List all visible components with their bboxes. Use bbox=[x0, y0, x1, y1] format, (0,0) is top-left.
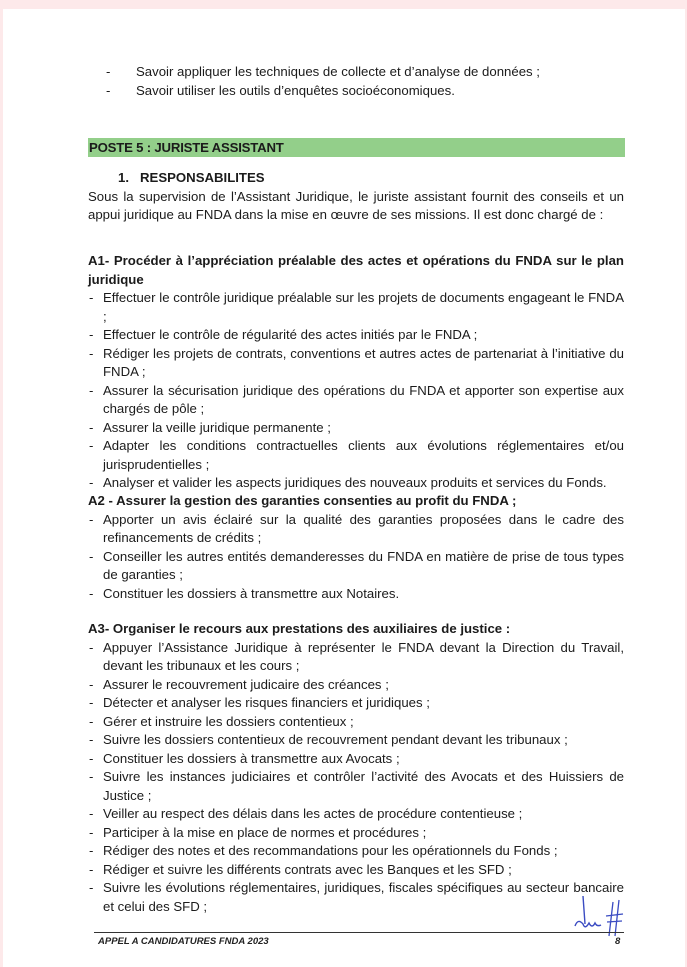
list-item bbox=[88, 824, 624, 843]
list-item bbox=[88, 548, 624, 585]
intro-paragraph: Sous la supervision de l’Assistant Juridique, le juriste assistant fournit des conseils et un appui juridique au FNDA dans la mise en œuvre de ses missions. Il est donc chargé de : bbox=[88, 188, 624, 222]
list-item-text: Détecter et analyser les risques financiers et juridiques ; bbox=[103, 695, 430, 710]
list-item-text: Rédiger des notes et des recommandations pour les opérationnels du Fonds ; bbox=[103, 843, 558, 858]
list-item-text: Veiller au respect des délais dans les actes de procédure contentieuse ; bbox=[103, 806, 523, 821]
bullet-dash: - bbox=[89, 806, 94, 821]
bullet-dash: - bbox=[89, 327, 94, 342]
list-item bbox=[88, 750, 624, 769]
bullet-dash: - bbox=[89, 843, 94, 858]
bullet-dash: - bbox=[89, 475, 94, 490]
bullet-dash: - bbox=[89, 419, 94, 435]
list-item bbox=[88, 768, 624, 805]
a2-list bbox=[88, 511, 624, 604]
bullet-dash: - bbox=[89, 639, 94, 655]
a2-section bbox=[88, 492, 624, 603]
list-item bbox=[88, 382, 624, 419]
list-item-text: Assurer la veille juridique permanente ; bbox=[103, 419, 331, 435]
list-item bbox=[88, 694, 624, 713]
list-item bbox=[88, 437, 624, 474]
list-item bbox=[88, 585, 624, 604]
list-item bbox=[88, 842, 624, 861]
list-item bbox=[88, 474, 624, 493]
document-page bbox=[3, 9, 685, 967]
a1-title: A1- Procéder à l’appréciation préalable des actes et opérations du FNDA sur le plan juridique bbox=[88, 253, 624, 287]
bullet-dash: - bbox=[89, 585, 94, 601]
bullet-dash: - bbox=[106, 82, 111, 98]
list-item-text: Rédiger les projets de contrats, conventions et autres actes de partenariat à l’initiative du FNDA ; bbox=[103, 345, 624, 379]
footer-divider bbox=[94, 932, 624, 933]
list-item-text: Suivre les dossiers contentieux de recouvrement pendant devant les tribunaux ; bbox=[103, 732, 568, 747]
bullet-dash: - bbox=[89, 769, 94, 784]
skills-list bbox=[104, 63, 624, 100]
a2-title: A2 - Assurer la gestion des garanties consenties au profit du FNDA ; bbox=[88, 493, 517, 508]
list-item-text: Assurer la sécurisation juridique des opérations du FNDA et apporter son expertise aux chargés de pôle ; bbox=[103, 382, 624, 416]
list-item bbox=[88, 713, 624, 732]
section-title-bar: POSTE 5 : JURISTE ASSISTANT bbox=[88, 138, 625, 157]
list-item bbox=[88, 879, 624, 916]
list-item-text: Apporter un avis éclairé sur la qualité des garanties proposées dans le cadre des refinancements de crédits ; bbox=[103, 511, 624, 545]
bullet-dash: - bbox=[89, 695, 94, 710]
list-item-text: Assurer le recouvrement judicaire des créances ; bbox=[103, 676, 389, 692]
bullet-dash: - bbox=[89, 732, 94, 747]
a3-list bbox=[88, 639, 624, 917]
heading-text: RESPONSABILITES bbox=[140, 170, 265, 185]
list-item bbox=[88, 676, 624, 695]
list-item-text: Suivre les instances judiciaires et contrôler l’activité des Avocats et des Huissiers de Justice ; bbox=[103, 769, 624, 803]
bullet-dash: - bbox=[89, 382, 94, 398]
bullet-dash: - bbox=[89, 511, 94, 527]
list-item-text: Constituer les dossiers à transmettre aux Avocats ; bbox=[103, 750, 400, 766]
list-item bbox=[88, 639, 624, 676]
list-item-text: Appuyer l’Assistance Juridique à représenter le FNDA devant la Direction du Travail, devant les tribunaux et les cours ; bbox=[103, 639, 624, 673]
bullet-dash: - bbox=[89, 676, 94, 692]
list-item-text: Conseiller les autres entités demanderesses du FNDA en matière de prise de tous types de garanties ; bbox=[103, 548, 624, 582]
list-item bbox=[88, 419, 624, 438]
list-item-text: Constituer les dossiers à transmettre aux Notaires. bbox=[103, 585, 400, 601]
a3-section bbox=[88, 620, 624, 916]
footer-title: APPEL A CANDIDATURES FNDA 2023 bbox=[98, 936, 269, 947]
list-item bbox=[88, 345, 624, 382]
bullet-dash: - bbox=[89, 861, 94, 877]
bullet-dash: - bbox=[89, 824, 94, 840]
list-item-text: Participer à la mise en place de normes et procédures ; bbox=[103, 824, 427, 840]
a1-list bbox=[88, 289, 624, 493]
list-item-text: Adapter les conditions contractuelles clients aux évolutions réglementaires et/ou jurisprudentielles ; bbox=[103, 438, 624, 472]
list-item-text: Suivre les évolutions réglementaires, juridiques, fiscales spécifiques au secteur bancaire et celui des SFD ; bbox=[103, 880, 624, 914]
list-item bbox=[88, 289, 624, 326]
bullet-dash: - bbox=[89, 290, 94, 305]
list-item-text: Analyser et valider les aspects juridiques des nouveaux produits et services du Fonds. bbox=[103, 475, 607, 490]
list-item bbox=[88, 511, 624, 548]
list-item-text: Effectuer le contrôle juridique préalable sur les projets de documents engageant le FNDA ; bbox=[103, 290, 624, 324]
page-number: 8 bbox=[615, 936, 621, 947]
bullet-dash: - bbox=[89, 713, 94, 729]
list-item bbox=[88, 805, 624, 824]
bullet-dash: - bbox=[89, 548, 94, 564]
list-item bbox=[104, 63, 624, 82]
bullet-dash: - bbox=[89, 750, 94, 766]
list-item bbox=[104, 82, 624, 101]
list-item bbox=[88, 731, 624, 750]
responsibilities-heading bbox=[88, 169, 624, 188]
list-item-text: Rédiger et suivre les différents contrats avec les Banques et les SFD ; bbox=[103, 861, 512, 877]
list-item-text: Savoir appliquer les techniques de collecte et d’analyse de données ; bbox=[136, 64, 540, 79]
bullet-dash: - bbox=[106, 64, 111, 79]
bullet-dash: - bbox=[89, 880, 94, 895]
bullet-dash: - bbox=[89, 438, 94, 453]
list-item bbox=[88, 326, 624, 345]
a1-section bbox=[88, 252, 624, 493]
heading-number: 1. bbox=[118, 170, 129, 185]
responsibilities-section bbox=[88, 169, 624, 225]
list-item-text: Gérer et instruire les dossiers contentieux ; bbox=[103, 713, 354, 729]
a3-title: A3- Organiser le recours aux prestations des auxiliaires de justice : bbox=[88, 621, 511, 636]
list-item-text: Savoir utiliser les outils d’enquêtes socioéconomiques. bbox=[136, 82, 455, 98]
bullet-dash: - bbox=[89, 345, 94, 361]
list-item bbox=[88, 861, 624, 880]
list-item-text: Effectuer le contrôle de régularité des actes initiés par le FNDA ; bbox=[103, 327, 478, 342]
